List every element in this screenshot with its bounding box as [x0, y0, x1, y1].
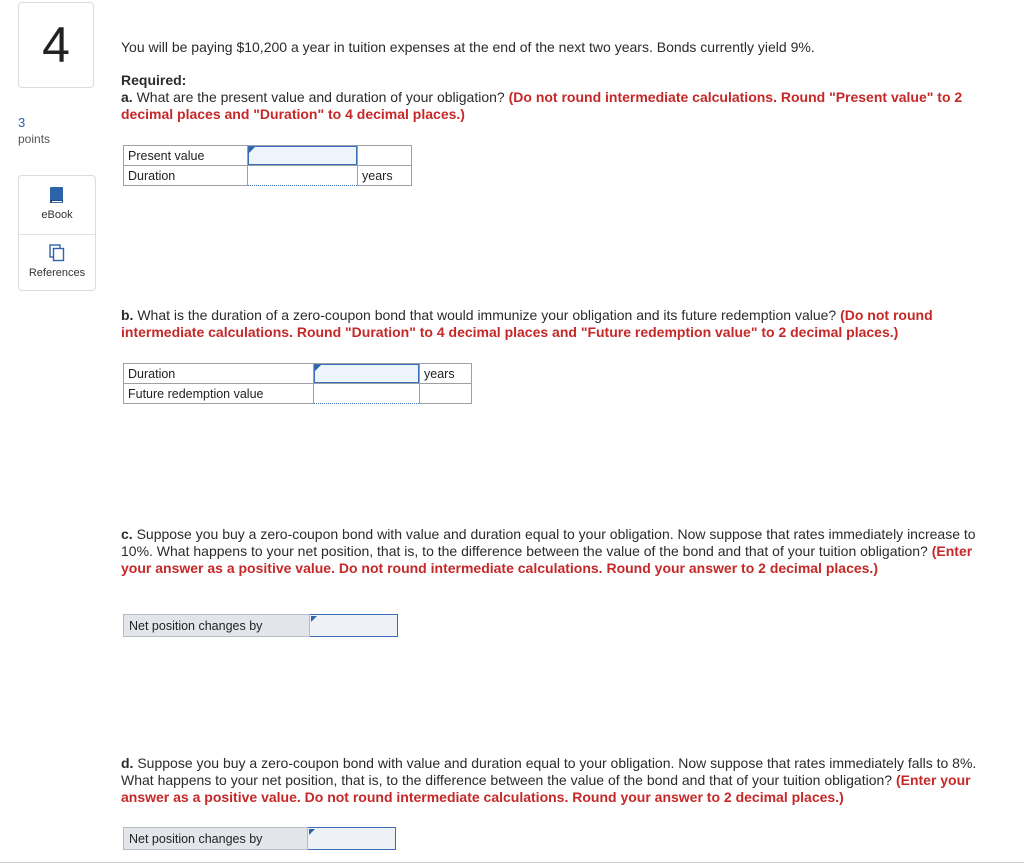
part-c-prompt [121, 526, 1001, 577]
table-row [124, 364, 472, 384]
part-d-table [123, 827, 396, 850]
part-c-prefix: c. [121, 526, 133, 542]
points-value: 3 [18, 115, 26, 130]
table-row [124, 146, 412, 166]
duration-b-unit: years [420, 364, 472, 384]
net-position-c-input[interactable] [310, 615, 398, 637]
input-flag-icon [249, 147, 255, 153]
part-a-prompt [121, 89, 1001, 123]
part-a-table [123, 145, 412, 186]
part-c-instruction: (Enter your answer as a positive value. Do not round intermediate calculations. Round your answer to 2 decimal places.) [121, 543, 973, 576]
references-label: References [28, 267, 86, 279]
present-value-unit [358, 146, 412, 166]
tools-panel [18, 175, 96, 291]
part-d-text: Suppose you buy a zero-coupon bond with value and duration equal to your obligation. Now suppose that rates immediately falls to 8%. What happens to your net position, that is, to the difference between the value of the bond and that of your tuition obligation? [121, 755, 977, 788]
part-a-instruction: (Do not round intermediate calculations. Round "Present value" to 2 decimal places and "Duration" to 4 decimal places.) [121, 89, 963, 122]
part-b-instruction: (Do not round intermediate calculations. Round "Duration" to 4 decimal places and "Future redemption value" to 2 decimal places.) [121, 307, 933, 340]
duration-a-label: Duration [124, 166, 248, 186]
bottom-divider [0, 862, 1024, 863]
part-b-table [123, 363, 472, 404]
input-flag-icon [309, 829, 315, 835]
part-c-table [123, 614, 398, 637]
present-value-label: Present value [124, 146, 248, 166]
required-label: Required: [121, 72, 187, 88]
table-row [124, 615, 398, 637]
present-value-input[interactable] [248, 146, 358, 166]
input-flag-icon [311, 616, 317, 622]
part-d-prefix: d. [121, 755, 134, 771]
duration-b-input[interactable] [314, 364, 420, 384]
net-position-d-input[interactable] [308, 828, 396, 850]
ebook-label: eBook [41, 209, 73, 221]
input-flag-icon [315, 365, 321, 371]
part-a-prefix: a. [121, 89, 133, 105]
part-d-instruction: (Enter your answer as a positive value. Do not round intermediate calculations. Round your answer to 2 decimal places.) [121, 772, 971, 805]
part-c-text: Suppose you buy a zero-coupon bond with value and duration equal to your obligation. Now suppose that rates immediately increase to 10%. What happens to your net position, that is, to the difference between the value of the bond and that of your tuition obligation? [121, 526, 976, 559]
references-button[interactable] [19, 244, 95, 279]
table-row [124, 384, 472, 404]
future-redemption-unit [420, 384, 472, 404]
part-b-prompt [121, 307, 1001, 341]
duration-a-field[interactable] [248, 166, 357, 185]
problem-intro: You will be paying $10,200 a year in tuition expenses at the end of the next two years. Bonds currently yield 9%. [121, 39, 815, 55]
table-row [124, 828, 396, 850]
points-label: points [18, 132, 51, 146]
duration-b-label: Duration [124, 364, 314, 384]
future-redemption-label: Future redemption value [124, 384, 314, 404]
part-d-prompt [121, 755, 1001, 806]
duration-b-field[interactable] [314, 364, 419, 383]
question-number: 4 [18, 2, 94, 88]
part-b-text: What is the duration of a zero-coupon bond that would immunize your obligation and its future redemption value? [133, 307, 841, 323]
future-redemption-input[interactable] [314, 384, 420, 404]
book-icon [49, 186, 65, 204]
ebook-button[interactable] [19, 186, 95, 235]
references-icon [49, 244, 65, 262]
part-a-text: What are the present value and duration of your obligation? [132, 89, 509, 105]
present-value-field[interactable] [248, 146, 357, 165]
net-position-d-label: Net position changes by [124, 828, 308, 850]
part-b-prefix: b. [121, 307, 134, 323]
table-row [124, 166, 412, 186]
future-redemption-field[interactable] [314, 384, 419, 403]
duration-a-unit: years [358, 166, 412, 186]
duration-a-input[interactable] [248, 166, 358, 186]
net-position-c-label: Net position changes by [124, 615, 310, 637]
